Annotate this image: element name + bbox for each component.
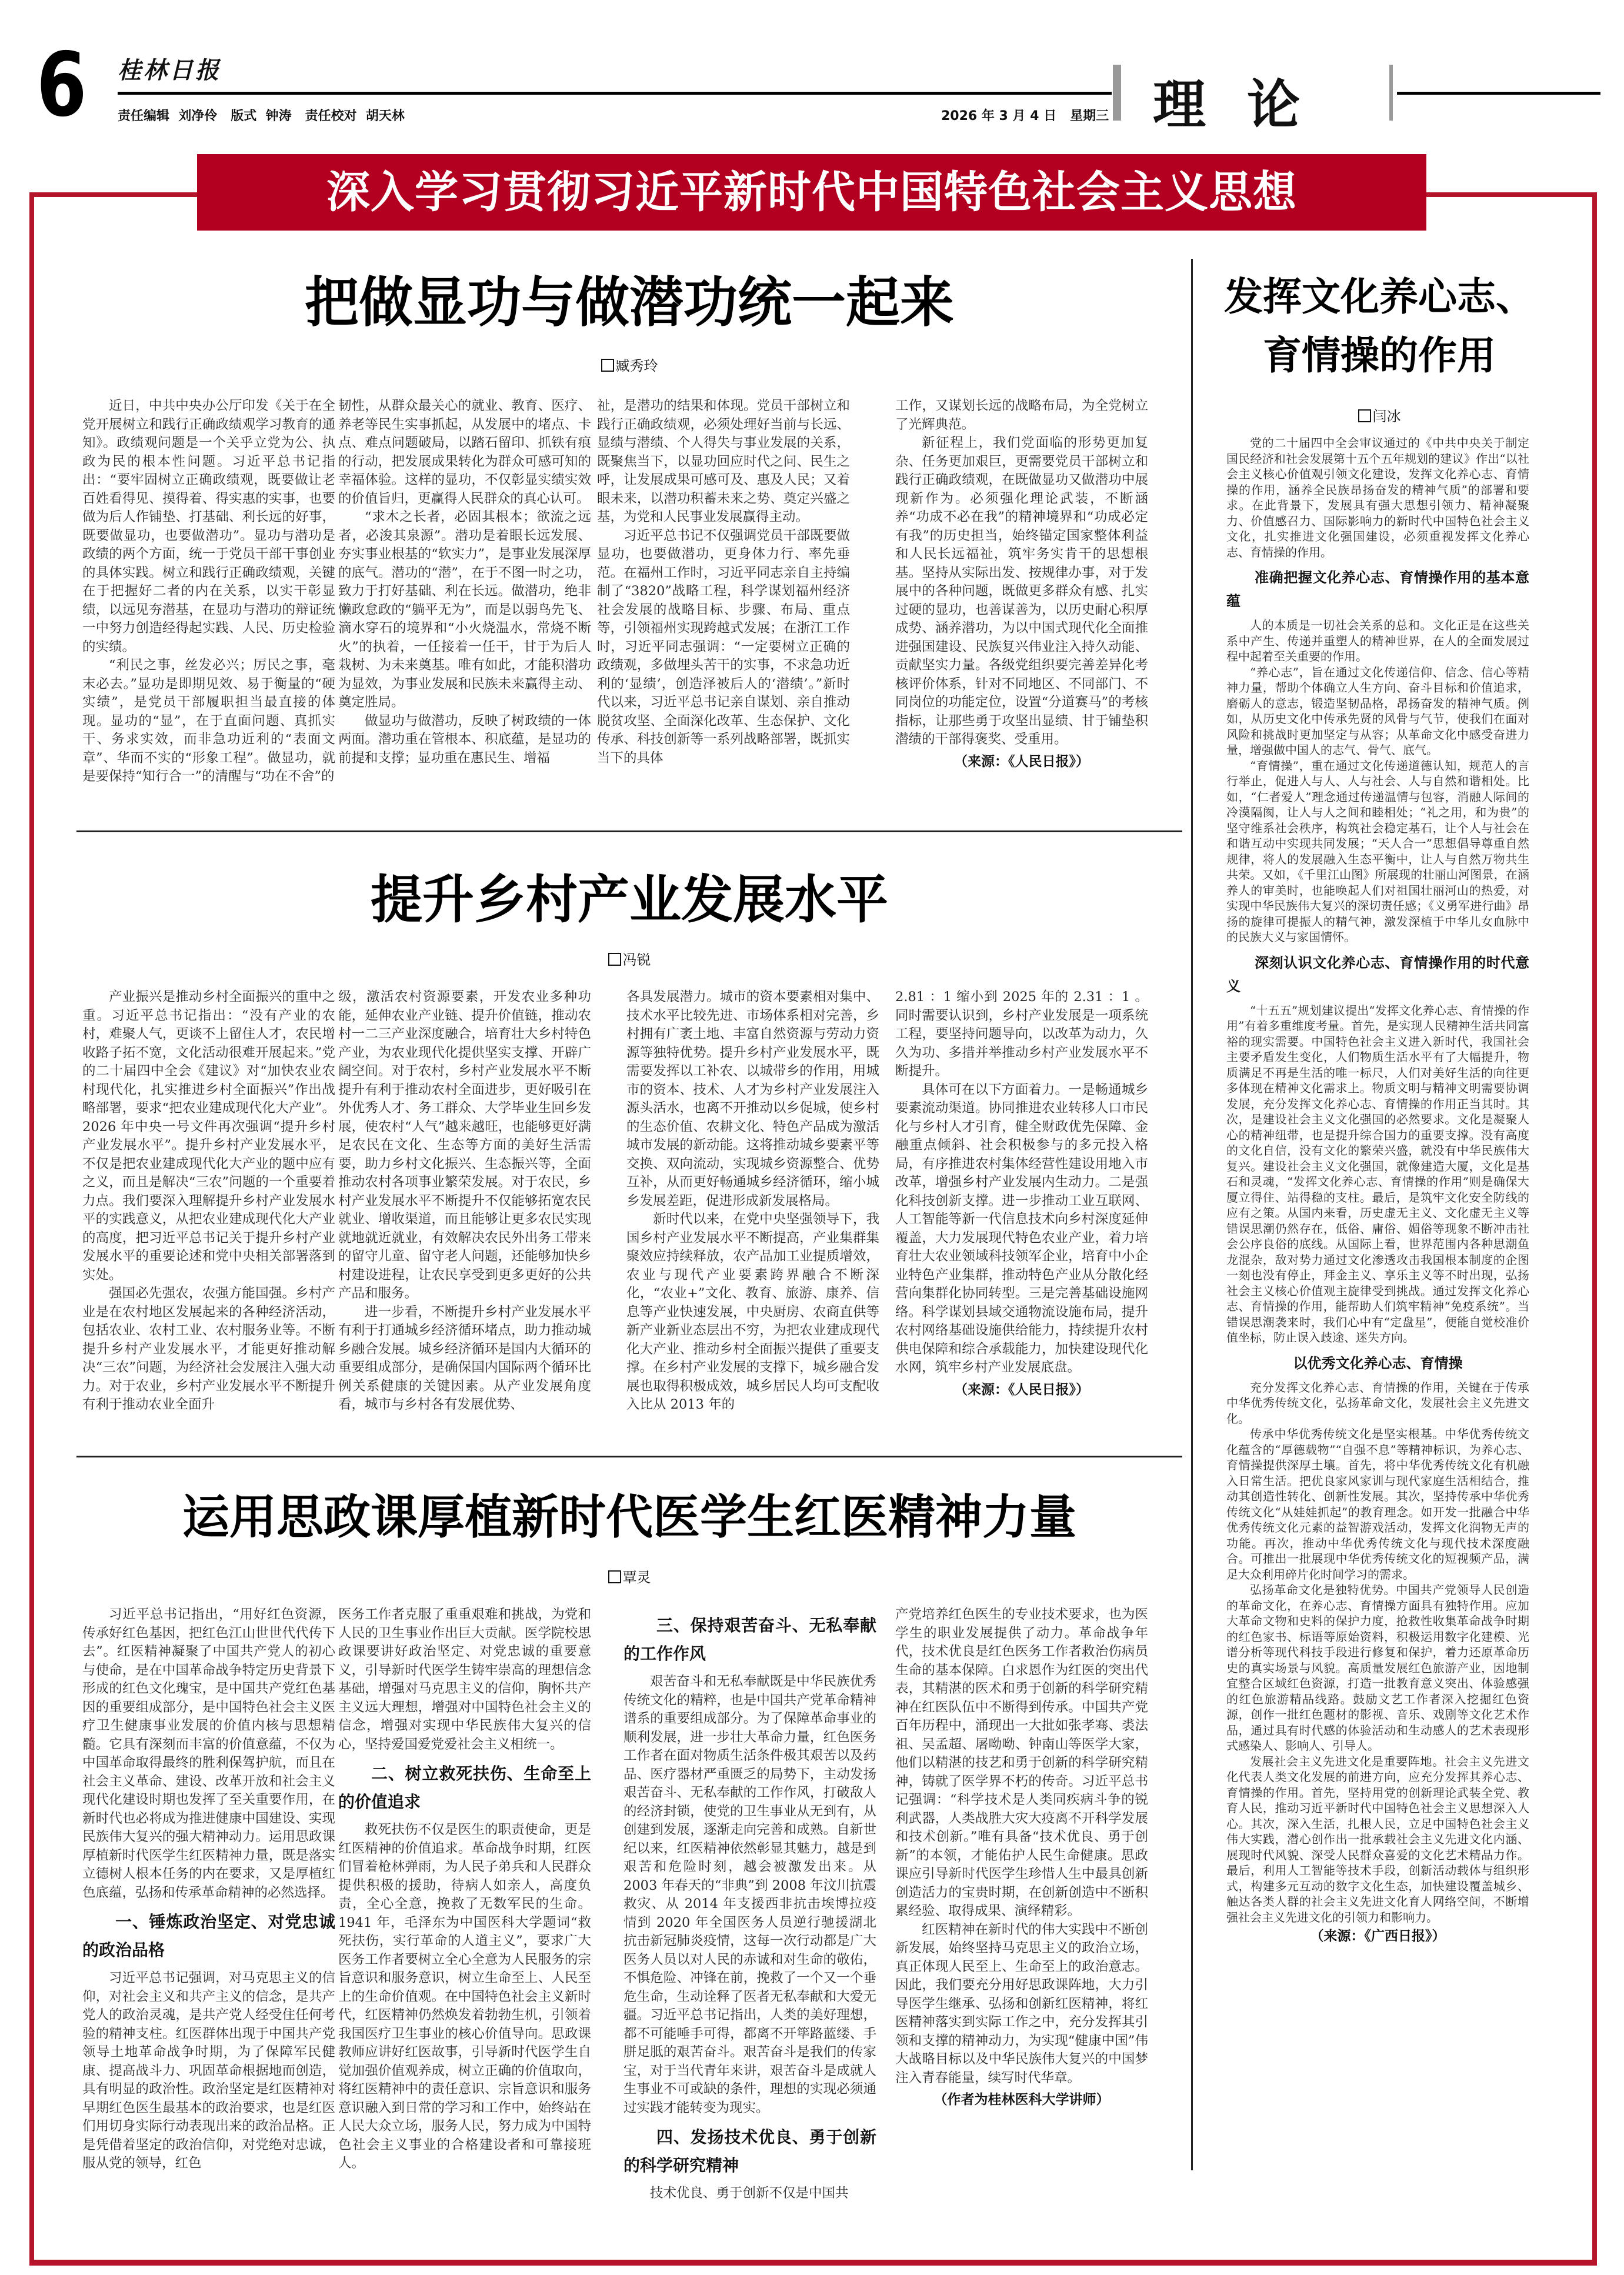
paragraph: 充分发挥文化养心志、育情操的作用，关键在于传承中华优秀传统文化，弘扬革命文化，发展社会主义先进文化。 <box>1226 1380 1529 1426</box>
paragraph: 祉，是潜功的结果和体现。党员干部树立和践行正确政绩观，必须处理好当前与长远、显绩与潜绩、个人得失与事业发展的关系，既聚焦当下，以显功回应时代之问、民生之呼，让发展成果可感可及、惠及人民；又着眼未来，以潜功积蓄未来之势、奠定兴盛之基，为党和人民事业发展赢得主动。 <box>597 398 850 525</box>
article1-column-3 <box>597 397 850 768</box>
paragraph: 做显功与做潜功，反映了树政绩的一体两面。潜功重在管根本、积底蕴，是显功的前提和支撑；显功重在惠民生、增福 <box>338 713 591 766</box>
article3-column-4 <box>895 1606 1148 2110</box>
article3-column-1 <box>82 1606 335 2173</box>
page-number: 6 <box>36 34 87 136</box>
paragraph: 近日，中共中央办公厅印发《关于在全党开展树立和践行正确政绩观学习教育的通知》。政绩观问题是一个关乎立党为公、执政为民的根本性问题。习近平总书记指出：“要牢固树立正确政绩观，既要做让老百姓看得见、摸得着、得实惠的实事，也要做为后人作铺垫、打基础、利长远的好事，既要做显功，也要做潜功”。显功与潜功是政绩的两个方面，统一于党员干部干事创业的具体实践。树立和践行正确政绩观，关键在于把握好二者的内在关系，以实干彰显绩，以远见夯潜基，在显功与潜功的辩证统一中努力创造经得起实践、人民、历史检验的实绩。 <box>82 398 335 655</box>
article1-headline: 把做显功与做潜功统一起来 <box>304 271 954 334</box>
byline-box-icon <box>1358 409 1371 422</box>
paragraph: “求木之长者，必固其根本；欲流之远者，必浚其泉源”。潜功是着眼长远发展、夯实事业根基的“软实力”，是事业发展深厚的底气。潜功的“潜”，在于不图一时之功，致力于打好基础、利在长远。做潜功，绝非懒政怠政的“躺平无为”，而是以弱鸟先飞、滴水穿石的境界和“小火烧温水，常烧不断火”的执着，一任接着一任干，甘于为后人栽树、为未来奠基。唯有如此，才能积潜功为显效，为事业发展和民族未来赢得主动、奠定胜局。 <box>338 509 591 710</box>
paragraph: 具体可在以下方面着力。一是畅通城乡要素流动渠道。协同推进农业转移人口市民化与乡村人才引育，健全财政优先保障、金融重点倾斜、社会积极参与的多元投入格局，有序推进农村集体经营性建设用地入市改革，增强乡村产业发展内生动力。二是强化科技创新支撑。进一步推动工业互联网、人工智能等新一代信息技术向乡村深度延伸覆盖，大力发展现代特色农业产业，着力培育壮大农业领域科技领军企业，培育中小企业特色产业集群，推动特色产业从分散化经营向集群化协同转型。三是完善基础设施网络。科学谋划县域交通物流设施布局，提升农村网络基础设施供给能力，持续提升农村供电保障和综合承载能力，加快建设现代化水网，筑牢乡村产业发展底盘。 <box>895 1082 1148 1375</box>
paragraph: 工作，又谋划长远的战略布局，为全党树立了光辉典范。 <box>895 398 1148 432</box>
section-subheading: 三、保持艰苦奋斗、无私奉献的工作作风 <box>623 1616 876 1663</box>
article4-byline <box>1203 405 1556 425</box>
article4-headline-line1: 发挥文化养心志、 <box>1224 274 1535 319</box>
article1-byline <box>76 354 1182 375</box>
paragraph: 级，激活农村资源要素，开发农业多种功能，延伸农业产业链、提升价值链，推动农村一二三产业深度融合，培育壮大乡村特色产业，为农业现代化提供坚实支撑、开辟广阔空间。对于农村，乡村产业发展水平不断提升有利于推动农村全面进步，更好吸引在外优秀人才、务工群众、大学毕业生回乡发展，使农村“人气”越来越旺，也能够更好满足农民在文化、生态等方面的美好生活需要，助力乡村文化振兴、生态振兴等，全面推动农村各项事业繁荣发展。对于农民，乡村产业发展水平不断提升不仅能够拓宽农民就业、增收渠道，而且能够让更多农民实现就地就近就业，有效解决农民外出务工带来的留守儿童、留守老人问题，还能够加快乡村建设进程，让农民享受到更多更好的公共产品和服务。 <box>338 989 591 1301</box>
section-bar-right <box>1389 65 1393 121</box>
section-title: 理论 <box>1153 74 1341 136</box>
section-subheading: 一、锤炼政治坚定、对党忠诚的政治品格 <box>82 1912 335 1960</box>
article1-column-4 <box>895 397 1148 771</box>
section-subheading: 深刻认识文化养心志、育情操作用的时代意义 <box>1226 954 1529 995</box>
paper-name-logo: 桂林日报 <box>118 56 221 84</box>
article2-column-2 <box>338 988 591 1415</box>
paragraph: 新时代以来，在党中央坚强领导下，我国乡村产业发展水平不断提高，产业集群集聚效应持续释放，农产品加工业提质增效，农业与现代产业要素跨界融合不断深化，“农业+”文化、教育、旅游、康养、信息等产业快速发展，中央厨房、农商直供等新产业新业态层出不穷，为把农业建成现代化大产业、推动乡村全面振兴提供了重要支撑。在乡村产业发展的支撑下，城乡融合发展也取得积极成效，城乡居民人均可支配收入比从 2013 年的 <box>626 1212 879 1412</box>
section-subheading: 以优秀文化养心志、育情操 <box>1293 1355 1463 1372</box>
article-source: （来源：《人民日报》） <box>954 753 1089 769</box>
article-source: （来源：《人民日报》） <box>954 1382 1089 1397</box>
byline-box-icon <box>608 1570 621 1583</box>
article3-headline: 运用思政课厚植新时代医学生红医精神力量 <box>182 1490 1076 1545</box>
paragraph: 发展社会主义先进文化是重要阵地。社会主义先进文化代表人类文化发展的前进方向，应充分发挥其养心志、育情操的作用。首先，坚持用党的创新理论武装全党、教育人民，推动习近平新时代中国特色社会主义思想深入人心。其次，深入生活，扎根人民，立足中国特色社会主义伟大实践，潜心创作出一批承载社会主义先进文化内涵、展现时代风貌、深受人民群众喜爱的文化艺术精品力作。最后，利用人工智能等技术手段，创新活动载体与组织形式，构建多元互动的数字文化生态，加快建设覆盖城乡、触达各类人群的社会主义先进文化育人网络空间，不断增强社会主义先进文化的引领力和影响力。 <box>1226 1754 1529 1924</box>
article4-headline <box>1203 268 1556 385</box>
paragraph: 韧性，从群众最关心的就业、教育、医疗、养老等民生实事抓起，从发展中的堵点、卡点、难点问题破局，以踏石留印、抓铁有痕的行动，把发展成果转化为群众可感可知的幸福体验。这样的显功，不仅彰显实绩实效的价值旨归，更赢得人民群众的真心认可。 <box>338 398 591 506</box>
article2-column-3 <box>626 988 879 1415</box>
divider-article1-article2 <box>76 830 1182 832</box>
paragraph: 强国必先强农，农强方能国强。乡村产业是在农村地区发展起来的各种经济活动，包括农业、农村工业、农村服务业等。不断提升乡村产业发展水平，才能更好推动解决“三农”问题，为经济社会发展注入强大动力。对于农业，乡村产业发展水平不断提升有利于推动农业全面升 <box>82 1286 335 1412</box>
paragraph: “利民之事，丝发必兴；厉民之事，毫末必去。”显功是即期见效、易于衡量的“硬实绩”，是党员干部履职担当最直接的体现。显功的“显”，在于直面问题、真抓实干、务求实效，而非急功近利的“表面文章”、华而不实的“形象工程”。做显功，就是要保持“知行合一”的清醒与“功在不舍”的 <box>82 658 335 784</box>
article1-column-1 <box>82 397 335 786</box>
paragraph: 习近平总书记强调，对马克思主义的信仰，对社会主义和共产主义的信念，是共产党人的政治灵魂，是共产党人经受住任何考验的精神支柱。红医群体出现于中国共产党领导土地革命战争时期，为了保障军民健康、提高战斗力、巩固革命根据地而创造，具有明显的政治性。政治坚定是红医精神对早期红色医生最基本的政治要求，也是红医们用切身实际行动表现出来的政治品格。正是凭借着坚定的政治信仰，对党绝对忠诚，服从党的领导，红色 <box>82 1970 335 2171</box>
paragraph: 习近平总书记指出，“用好红色资源，传承好红色基因，把红色江山世世代代传下去”。红医精神凝聚了中国共产党人的初心与使命，是在中国革命战争特定历史背景下形成的红色文化瑰宝，是中国共产党红色基因的重要组成部分，是中国特色社会主义医疗卫生健康事业发展的价值内核与思想精髓。它具有深刻而丰富的价值意蕴，不仅为中国革命取得最终的胜利保驾护航，而且在社会主义革命、建设、改革开放和社会主义现代化建设时期也发挥了至关重要作用，在新时代也必将成为推进健康中国建设、实现民族伟大复兴的强大精神动力。运用思政课厚植新时代医学生红医精神力量，既是落实立德树人根本任务的内在要求，又是厚植红色底蕴，弘扬和传承革命精神的必然选择。 <box>82 1607 335 1900</box>
article2-column-4 <box>895 988 1148 1399</box>
paragraph: 新征程上，我们党面临的形势更加复杂、任务更加艰巨，更需要党员干部树立和践行正确政绩观，在既做显功又做潜功中展现新作为。必须强化理论武装，不断涵养“功成不必在我”的精神境界和“功成必定有我”的历史担当，始终锚定国家整体利益和人民长远福祉，筑牢务实肯干的思想根基。坚持从实际出发、按规律办事，对于发展中的各种问题，既做更多群众有感、扎实过硬的显功，也善谋善为，以历史耐心积厚成势、涵养潜功，为以中国式现代化全面推进强国建设、民族复兴伟业注入持久动能、贡献坚实力量。各级党组织要完善差异化考核评价体系，针对不同地区、不同部门、不同岗位的功能定位，设置“分道赛马”的考核指标，让那些勇于攻坚出显绩、甘于铺垫积潜绩的干部得褒奖、受重用。 <box>895 435 1148 747</box>
section-subheading: 二、树立救死扶伤、生命至上的价值追求 <box>338 1764 591 1812</box>
byline-box-icon <box>601 359 614 372</box>
paragraph: 医务工作者克服了重重艰难和挑战，为党和人民的卫生事业作出巨大贡献。医学院校思政课要讲好政治坚定、对党忠诚的重要意义，引导新时代医学生铸牢崇高的理想信念基础，增强对马克思主义的信仰，胸怀共产主义远大理想，增强对中国特色社会主义的信念，增强对实现中华民族伟大复兴的信心，坚持爱国爱党爱社会主义相统一。 <box>338 1607 591 1752</box>
article3-column-2 <box>338 1606 591 2173</box>
article3-author: 覃灵 <box>622 1569 651 1586</box>
section-bar-left <box>1113 65 1121 121</box>
paragraph: 艰苦奋斗和无私奉献既是中华民族优秀传统文化的精粹，也是中国共产党革命精神谱系的重要组成部分。为了保障革命事业的顺利发展，进一步壮大革命力量，红色医务工作者在面对物质生活条件极其艰苦以及药品、医疗器材严重匮乏的局势下，主动发扬艰苦奋斗、无私奉献的工作作风，打破敌人的经济封锁，使党的卫生事业从无到有，从创建到发展，逐渐走向完善和成熟。自新世纪以来，红医精神依然彰显其魅力，越是到艰苦和危险时刻，越会被激发出来。从 2003 年春天的“非典”到 2008 年汶川抗震救灾、从 2014 年支援西非抗击埃博拉疫情到 2020 年全国医务人员逆行驰援湖北抗击新冠肺炎疫情，这每一次行动都是广大医务人员以对人民的赤诚和对生命的敬佑，不惧危险、冲锋在前，挽救了一个又一个垂危生命，生动诠释了医者无私奉献和大爱无疆。习近平总书记指出，人类的美好理想，都不可能唾手可得，都离不开筚路蓝缕、手胼足胝的艰苦奋斗。艰苦奋斗是我们的传家宝，对于当代青年来讲，艰苦奋斗是成就人生事业不可或缺的条件，理想的实现必须通过实践才能转变为现实。 <box>623 1674 876 2116</box>
article1-author: 臧秀玲 <box>615 358 658 374</box>
paragraph: 传承中华优秀传统文化是坚实根基。中华优秀传统文化蕴含的“厚德载物”“自强不息”等精神标识，为养心志、育情操提供深厚土壤。首先，将中华优秀传统文化有机融入日常生活。把优良家风家训与现代家庭生活相结合，推动其创造性转化、创新性发展。其次，坚持传承中华优秀传统文化“从娃娃抓起”的教育理念。如开发一批融合中华优秀传统文化元素的益智游戏活动，发挥文化润物无声的功能。再次，推动中华优秀传统文化与现代技术深度融合。可推出一批展现中华优秀传统文化的短视频产品，满足大众利用碎片化时间学习的需求。 <box>1226 1427 1529 1582</box>
paragraph: 产党培养红色医生的专业技术要求，也为医学生的职业发展提供了动力。革命战争年代，技术优良是红色医务工作者救治伤病员生命的基本保障。白求恩作为红医的突出代表，其精湛的医术和勇于创新的科学研究精神在红医队伍中不断得到传承。中国共产党百年历程中，涌现出一大批如张孝骞、裘法祖、吴孟超、屠呦呦、钟南山等医学大家，他们以精湛的技艺和勇于创新的科学研究精神，铸就了医学界不朽的传奇。习近平总书记强调：“科学技术是人类同疾病斗争的锐利武器，人类战胜大灾大疫离不开科学发展和技术创新。”唯有具备“技术优良、勇于创新”的本领，才能佑护人民生命健康。思政课应引导新时代医学生珍惜人生中最具创新创造活力的宝贵时期，在创新创造中不断积累经验、取得成果、演绎精彩。 <box>895 1607 1148 1919</box>
article1-column-2 <box>338 397 591 768</box>
masthead-rule-right <box>1397 92 1600 95</box>
paragraph: 人的本质是一切社会关系的总和。文化正是在这些关系中产生、传递并重塑人的精神世界，在人的全面发展过程中起着至关重要的作用。 <box>1226 618 1529 663</box>
section-subheading: 准确把握文化养心志、育情操作用的基本意蕴 <box>1226 569 1529 609</box>
divider-article2-article3 <box>76 1456 1182 1457</box>
paragraph: “育情操”，重在通过文化传递道德认知，规范人的言行举止，促进人与人、人与社会、人与自然和谐相处。比如，“仁者爱人”理念通过传递温情与包容，消融人际间的冷漠隔阂，让人与人之间和睦相处；“礼之用，和为贵”的坚守维系社会秩序，构筑社会稳定基石，让个人与社会在和谐互动中实现共同发展；“天人合一”思想倡导尊重自然规律，将人的发展融入生态平衡中，让人与自然万物共生共荣。又如，《千里江山图》所展现的壮丽山河图景，在涵养人的审美时，也能唤起人们对祖国壮丽河山的热爱，对实现中华民族伟大复兴的深切责任感；《义勇军进行曲》昂扬的旋律可提振人的精气神，激发深植于中华儿女血脉中的民族大义与家国情怀。 <box>1226 758 1529 944</box>
paragraph: “养心志”，旨在通过文化传递信仰、信念、信心等精神力量，帮助个体确立人生方向、奋斗目标和价值追求，磨砺人的意志，锻造坚韧品格，昂扬奋发的精神气质。例如，从历史文化中传承先贤的风骨与气节，使我们在面对风险和挑战时更加坚定与从容；从革命文化中感受奋进力量，增强做中国人的志气、骨气、底气。 <box>1226 665 1529 757</box>
article3-column-3 <box>623 1606 876 2203</box>
byline-box-icon <box>608 953 621 966</box>
paragraph: 习近平总书记不仅强调党员干部既要做显功，也要做潜功，更身体力行、率先垂范。在福州工作时，习近平同志亲自主持编制了“3820”战略工程，科学谋划福州经济社会发展的战略目标、步骤、布局、重点等，引领福州实现跨越式发展；在浙江工作时，习近平同志强调：“一定要树立正确的政绩观，多做埋头苦干的实事，不求急功近利的‘显绩’，创造泽被后人的‘潜绩’。”新时代以来，习近平总书记亲自谋划、亲自推动脱贫攻坚、全面深化改革、生态保护、文化传承、科技创新等一系列战略部署，既抓实当下的具体 <box>597 528 850 766</box>
article2-author: 冯锐 <box>622 952 651 968</box>
article2-byline <box>76 948 1182 969</box>
article-source: （作者为桂林医科大学讲师） <box>933 2092 1110 2107</box>
article2-headline: 提升乡村产业发展水平 <box>370 869 888 930</box>
paragraph: “十五五”规划建议提出“发挥文化养心志、育情操的作用”有着多重维度考量。首先，是实现人民精神生活共同富裕的现实需要。中国特色社会主义进入新时代，我国社会主要矛盾发生变化，人们物质生活水平有了大幅提升，物质满足不再是生活的唯一标尺，人们对美好生活的向往更多体现在精神文化需求上。物质文明与精神文明需要协调发展，充分发挥文化养心志、育情操的作用正当其时。其次，是建设社会主义文化强国的必然要求。文化是凝聚人心的精神纽带，也是提升综合国力的重要支撑。没有高度的文化自信，没有文化的繁荣兴盛，就没有中华民族伟大复兴。建设社会主义文化强国，就像建造大厦，文化是基石和灵魂，“发挥文化养心志、育情操的作用”则是确保大厦立得住、站得稳的支柱。最后，是筑牢文化安全防线的应有之策。从国内来看，历史虚无主义、文化虚无主义等错误思潮仍然存在，低俗、庸俗、媚俗等现象不断冲击社会公序良俗的底线。从国际上看，世界范围内各种思潮鱼龙混杂，敌对势力通过文化渗透攻击我国根本制度的企图一刻也没有停止，拜金主义、享乐主义等不时出现，弘扬社会主义核心价值观主旋律受到挑战。通过发挥文化养心志、育情操的作用，能帮助人们筑牢精神“免疫系统”。当错误思潮袭来时，我们心中有“定盘星”，便能自觉校准价值坐标，防止误入歧途、迷失方向。 <box>1226 1003 1529 1345</box>
paragraph: 红医精神在新时代的伟大实践中不断创新发展，始终坚持马克思主义的政治立场，真正体现人民至上、生命至上的政治意志。因此，我们要充分用好思政课阵地，大力引导医学生继承、弘扬和创新红医精神，将红医精神落实到实际工作之中，充分发挥其引领和支撑的精神动力，为实现“健康中国”伟大战略目标以及中华民族伟大复兴的中国梦注入青春能量，续写时代华章。 <box>895 1922 1148 2086</box>
paragraph: 进一步看，不断提升乡村产业发展水平有利于打通城乡经济循环堵点，助力推动城乡融合发展。城乡经济循环是国内大循环的重要组成部分，是确保国内国际两个循环比例关系健康的关键因素。从产业发展角度看，城市与乡村各有发展优势、 <box>338 1304 591 1412</box>
paragraph: 产业振兴是推动乡村全面振兴的重中之重。习近平总书记指出：“没有产业的农村，难聚人气，更谈不上留住人才，农民增收路子拓不宽，文化活动很难开展起来。”党的二十届四中全会《建议》对“加快农业农村现代化，扎实推进乡村全面振兴”作出战略部署，要求“把农业建成现代化大产业”。2026 年中央一号文件再次强调“提升乡村产业发展水平”。提升乡村产业发展水平，不仅是把农业建成现代化大产业的题中应有之义，而且是解决“三农”问题的一个重要着力点。我们要深入理解提升乡村产业发展水平的实践意义，从把农业建成现代化大产业的高度，把习近平总书记关于提升乡村产业发展水平的重要论述和党中央相关部署落到实处。 <box>82 989 335 1283</box>
sidebar-divider <box>1191 259 1193 2170</box>
paragraph: 各具发展潜力。城市的资本要素相对集中、技术水平比较先进、市场体系相对完善，乡村拥有广袤土地、丰富自然资源与劳动力资源等独特优势。提升乡村产业发展水平，既需要发挥以工补农、以城带乡的作用，用城市的资本、技术、人才为乡村产业发展注入源头活水，也离不开推动以乡促城，使乡村的生态价值、农耕文化、特色产品成为激活城市发展的新动能。这将推动城乡要素平等交换、双向流动，实现城乡资源整合、优势互补，从而更好畅通城乡经济循环，缩小城乡发展差距，促进形成新发展格局。 <box>626 989 879 1209</box>
section-subheading: 四、发扬技术优良、勇于创新的科学研究精神 <box>623 2127 876 2175</box>
article4-headline-line2: 育情操的作用 <box>1263 333 1496 378</box>
editor-credits: 责任编辑 刘净伶 版式 钟涛 责任校对 胡天林 <box>118 109 405 124</box>
paragraph: 救死扶伤不仅是医生的职责使命，更是红医精神的价值追求。革命战争时期，红医们冒着枪林弹雨，为人民子弟兵和人民群众提供积极的援助，待病人如亲人，高度负责，全心全意，挽救了无数军民的生命。1941 年，毛泽东为中国医科大学题词“救死扶伤，实行革命的人道主义”，要求广大医务工作者要树立全心全意为人民服务的宗旨意识和服务意识，树立生命至上、人民至上的生命价值观。在中国特色社会主义新时代，红医精神仍然焕发着勃勃生机，引领着我国医疗卫生事业的核心价值导向。思政课教师应讲好红医故事，引导新时代医学生自觉加强价值观养成，树立正确的价值取向，将红医精神中的责任意识、宗旨意识和服务意识融入到日常的学习和工作中，始终站在人民大众立场，服务人民，努力成为中国特色社会主义事业的合格建设者和可靠接班人。 <box>338 1822 591 2171</box>
article2-column-1 <box>82 988 335 1415</box>
article4-author: 闫冰 <box>1372 408 1401 425</box>
paragraph: 2.81 ：1 缩小到 2025 年的 2.31 ：1 。同时需要认识到，乡村产业发展是一项系统工程，要坚持问题导向，以改革为动力，久久为功、多措并举推动乡村产业发展水平不断提升。 <box>895 989 1148 1079</box>
article3-byline <box>76 1566 1182 1586</box>
paragraph: 技术优良、勇于创新不仅是中国共 <box>650 2186 849 2201</box>
masthead-rule <box>118 92 1112 95</box>
article-source: （来源：《广西日报》） <box>1310 1929 1446 1944</box>
article4-body <box>1226 435 1529 1944</box>
paragraph: 弘扬革命文化是独特优势。中国共产党领导人民创造的革命文化，在养心志、育情操方面具有独特作用。应加大革命文物和史料的保护力度，抢救性收集革命战争时期的红色家书、标语等原始资料，积极运用数字化建模、光谱分析等现代科技手段进行修复和保护，着力还原革命历史的真实场景与风貌。高质量发展红色旅游产业，因地制宜整合区域红色资源，打造一批教育意义突出、体验感强的红色旅游精品线路。鼓励文艺工作者深入挖掘红色资源，创作一批红色题材的影视、音乐、戏剧等文化艺术作品，通过具有时代感的体验活动和生动感人的艺术表现形式感染人、影响人、引导人。 <box>1226 1583 1529 1753</box>
topic-banner-title: 深入学习贯彻习近平新时代中国特色社会主义思想 <box>326 167 1297 218</box>
paragraph: 党的二十届四中全会审议通过的《中共中央关于制定国民经济和社会发展第十五个五年规划的建议》作出“以社会主义核心价值观引领文化建设，发挥文化养心志、育情操的作用，涵养全民族昂扬奋发的精神气质”的部署和要求。在此背景下，发展具有强大思想引领力、精神凝聚力、价值感召力、国际影响力的新时代中国特色社会主义文化，扎实推进文化强国建设，必须重视发挥文化养心志、育情操的作用。 <box>1226 436 1529 559</box>
issue-date: 2026 年 3 月 4 日 星期三 <box>941 109 1109 124</box>
